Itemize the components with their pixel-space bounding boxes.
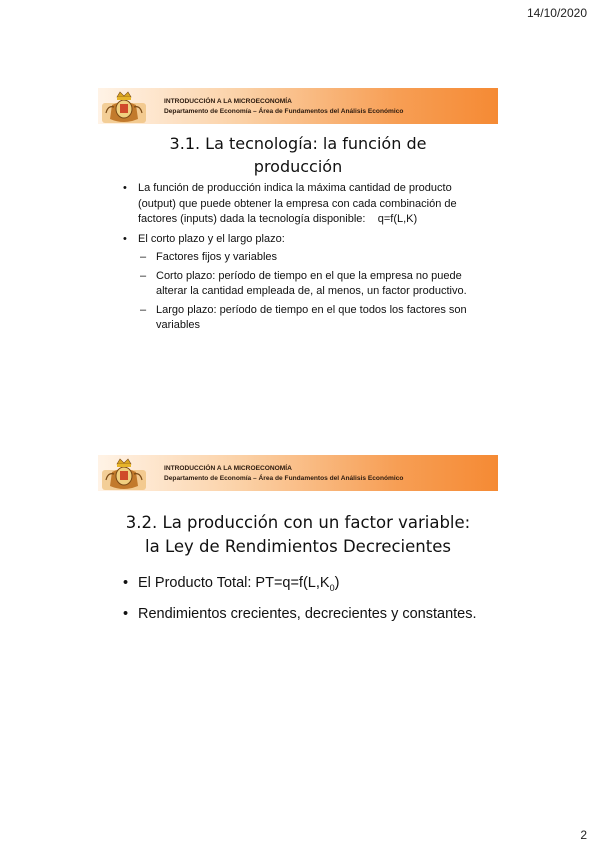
bullet-icon: • xyxy=(123,605,129,622)
title-line-2: la Ley de Rendimientos Decrecientes xyxy=(145,537,451,556)
bullet-icon: • xyxy=(123,232,127,245)
bullet-list xyxy=(120,181,480,338)
course-name: INTRODUCCIÓN A LA MICROECONOMÍA xyxy=(164,98,292,105)
slide-title xyxy=(98,132,498,178)
slide-1 xyxy=(98,88,498,388)
print-date: 14/10/2020 xyxy=(526,6,587,20)
university-crest-icon xyxy=(100,89,148,125)
course-name: INTRODUCCIÓN A LA MICROECONOMÍA xyxy=(164,465,292,472)
formula: q=f(L,K) xyxy=(377,213,418,225)
banner-text xyxy=(164,464,403,484)
list-item: • Rendimientos crecientes, decrecientes y constantes. xyxy=(120,604,480,625)
title-line-2: producción xyxy=(253,157,343,176)
page-number: 2 xyxy=(580,828,587,842)
sub-list-item: – Corto plazo: período de tiempo en el que la empresa no puede alterar la cantidad empleada de, al menos, un factor productivo. xyxy=(140,269,467,297)
department-name: Departamento de Economía – Área de Fundamentos del Análisis Económico xyxy=(164,108,404,115)
sub-list-item: – Factores fijos y variables xyxy=(120,250,480,266)
bullet-icon: • xyxy=(123,182,127,194)
dash-icon: – xyxy=(140,251,147,263)
title-line-1: 3.1. La tecnología: la función de xyxy=(169,134,427,153)
dash-icon: – xyxy=(140,269,147,282)
slide-title xyxy=(98,511,498,559)
list-item: • El corto plazo y el largo plazo: – Factores fijos y variables – Corto plazo: período de tiempo en el que la empresa no puede alterar la cantidad empleada de, al menos, un factor productivo. – Largo plazo: período de tiempo en el que todos los factores son variables xyxy=(120,232,480,334)
slide-header-banner xyxy=(98,88,498,124)
list-item: • La función de producción indica la máxima cantidad de producto (output) que puede obtener la empresa con cada combinación de factores (inputs) dada la tecnología disponible: q=f(L,K) xyxy=(123,182,457,225)
bullet-icon: • xyxy=(123,575,129,591)
sub-bullet-list xyxy=(138,250,480,334)
department-name: Departamento de Economía – Área de Fundamentos del Análisis Económico xyxy=(164,475,404,482)
list-item: • El Producto Total: $PT=q=f(L,K_0)$ xyxy=(123,575,340,593)
title-line-1: 3.2. La producción con un factor variable: xyxy=(125,513,471,532)
slide-2 xyxy=(98,455,498,665)
banner-text xyxy=(164,97,403,117)
slide-header-banner xyxy=(98,455,498,491)
university-crest-icon xyxy=(100,456,148,492)
dash-icon: – xyxy=(140,303,147,316)
bullet-list xyxy=(120,573,480,630)
sub-list-item: – Largo plazo: período de tiempo en el que todos los factores son variables xyxy=(140,303,467,331)
